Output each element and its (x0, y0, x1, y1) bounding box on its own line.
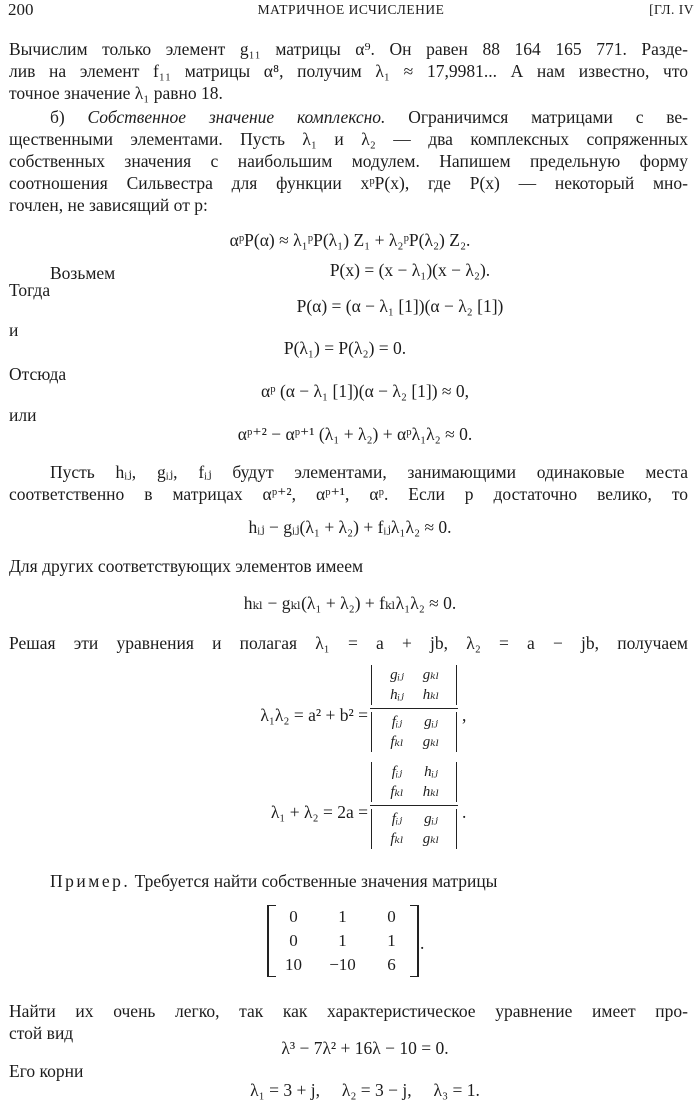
formula-tail: , (462, 705, 467, 725)
matrix-cell: 0 (387, 907, 396, 926)
determinant-fraction (370, 762, 458, 849)
text-fragment: Ограничимся матрицами с ве- (408, 107, 688, 127)
det-cell: fᵢⱼ (391, 811, 403, 827)
matrix-cell: 6 (387, 955, 396, 974)
matrix-cell: 0 (289, 907, 298, 926)
det-cell: gₖₗ (422, 734, 440, 750)
formula: hₖₗ − gₖₗ(λ₁ + λ₂) + fₖₗλ₁λ₂ ≈ 0. (243, 593, 457, 613)
formula: λ³ − 7λ² + 16λ − 10 = 0. (281, 1038, 449, 1058)
text-line: Возьмем (50, 263, 116, 283)
text-line: Его корни (9, 1061, 84, 1081)
formula-lhs: λ₁λ₂ = a² + b² = (260, 705, 368, 725)
formula: P(x) = (x − λ₁)(x − λ₂). (329, 260, 491, 280)
section-title: Собственное значение комплексно. (87, 107, 386, 127)
det-cell: fᵢⱼ (391, 714, 403, 730)
det-cell: fₖₗ (390, 734, 404, 750)
page-header (8, 0, 694, 24)
text-line: Тогда (9, 280, 51, 300)
text-line: или (9, 405, 37, 425)
matrix (267, 905, 419, 977)
text-line: и (9, 320, 19, 340)
det-cell: gᵢⱼ (424, 811, 438, 827)
text-fragment: Требуется найти собственные значения матрицы (134, 871, 498, 891)
numerator-determinant (371, 665, 457, 705)
formula: P(α) = (α − λ₁ [1])(α − λ₂ [1]) (296, 296, 504, 316)
text-line: соотношения Сильвестра для функции xᵖP(x), где P(x) — некоторый мно- (9, 173, 688, 193)
text-line: Для других соответствующих элементов имеем (9, 556, 364, 576)
matrix-row (269, 929, 417, 953)
formula: hᵢⱼ − gᵢⱼ(λ₁ + λ₂) + fᵢⱼλ₁λ₂ ≈ 0. (248, 517, 452, 537)
det-cell: fₖₗ (390, 831, 404, 847)
formula: αᵖ (α − λ₁ [1])(α − λ₂ [1]) ≈ 0, (260, 381, 470, 401)
det-cell: hᵢⱼ (424, 764, 438, 780)
matrix-cell: 1 (338, 907, 347, 926)
denominator-determinant (371, 809, 457, 849)
item-label: б) (50, 107, 65, 127)
text-line: соответственно в матрицах αᵖ⁺², αᵖ⁺¹, αᵖ. Если p достаточно велико, то (9, 484, 688, 504)
text-line: лив на элемент f₁₁ матрицы α⁸, получим λ₁ ≈ 17,9981... А нам известно, что (9, 61, 688, 81)
formula: αᵖ⁺² − αᵖ⁺¹ (λ₁ + λ₂) + αᵖλ₁λ₂ ≈ 0. (237, 424, 473, 444)
formula: αᵖP(α) ≈ λ₁ᵖP(λ₁) Z₁ + λ₂ᵖP(λ₂) Z₂. (229, 230, 471, 250)
text-line: стой вид (9, 1023, 74, 1043)
det-cell: gₖₗ (422, 667, 440, 683)
example-label: Пример. (50, 871, 131, 891)
matrix-row (269, 905, 417, 929)
matrix-cell: 10 (285, 955, 302, 974)
page-number: 200 (8, 0, 34, 19)
fraction-bar (370, 805, 458, 806)
matrix-cell: 0 (289, 931, 298, 950)
section-heading-line (50, 106, 688, 128)
matrix-cell: −10 (329, 955, 356, 974)
determinant-fraction (370, 665, 458, 752)
det-cell: gᵢⱼ (390, 667, 404, 683)
formula-lhs: λ₁ + λ₂ = 2a = (270, 802, 368, 822)
denominator-determinant (371, 712, 457, 752)
example-line (50, 870, 688, 892)
fraction-bar (370, 708, 458, 709)
chapter-label: [ГЛ. IV (649, 2, 694, 17)
matrix-cell: 1 (387, 931, 396, 950)
running-title: МАТРИЧНОЕ ИСЧИСЛЕНИЕ (257, 2, 445, 17)
formula-tail: . (462, 802, 467, 822)
text-line: Найти их очень легко, так как характеристическое уравнение имеет про- (9, 1001, 688, 1021)
text-line: Пусть hᵢⱼ, gᵢⱼ, fᵢⱼ будут элементами, занимающими одинаковые места (50, 462, 688, 482)
matrix-row (269, 953, 417, 977)
text-line: Вычислим только элемент g₁₁ матрицы α⁹. Он равен 88 164 165 771. Разде- (9, 39, 688, 59)
text-line: собственных значения с наибольшим модулем. Напишем предельную форму (9, 151, 688, 171)
det-cell: gₖₗ (422, 831, 440, 847)
formula: P(λ₁) = P(λ₂) = 0. (283, 338, 407, 358)
det-cell: hₖₗ (422, 784, 440, 800)
det-cell: hᵢⱼ (390, 687, 404, 703)
text-line: точное значение λ₁ равно 18. (9, 83, 223, 103)
det-cell: hₖₗ (422, 687, 440, 703)
numerator-determinant (371, 762, 457, 802)
det-cell: fₖₗ (390, 784, 404, 800)
det-cell: fᵢⱼ (391, 764, 403, 780)
matrix-cell: 1 (338, 931, 347, 950)
text-line: щественными элементами. Пусть λ₁ и λ₂ — два комплексных сопряженных (9, 129, 688, 149)
text-line: Отсюда (9, 364, 67, 384)
text-line: Решая эти уравнения и полагая λ₁ = a + jb, λ₂ = a − jb, получаем (9, 633, 688, 653)
formula: λ₁ = 3 + j, λ₂ = 3 − j, λ₃ = 1. (250, 1080, 480, 1100)
det-cell: gᵢⱼ (424, 714, 438, 730)
text-line: гочлен, не зависящий от p: (9, 195, 208, 215)
matrix-tail: . (420, 933, 425, 953)
